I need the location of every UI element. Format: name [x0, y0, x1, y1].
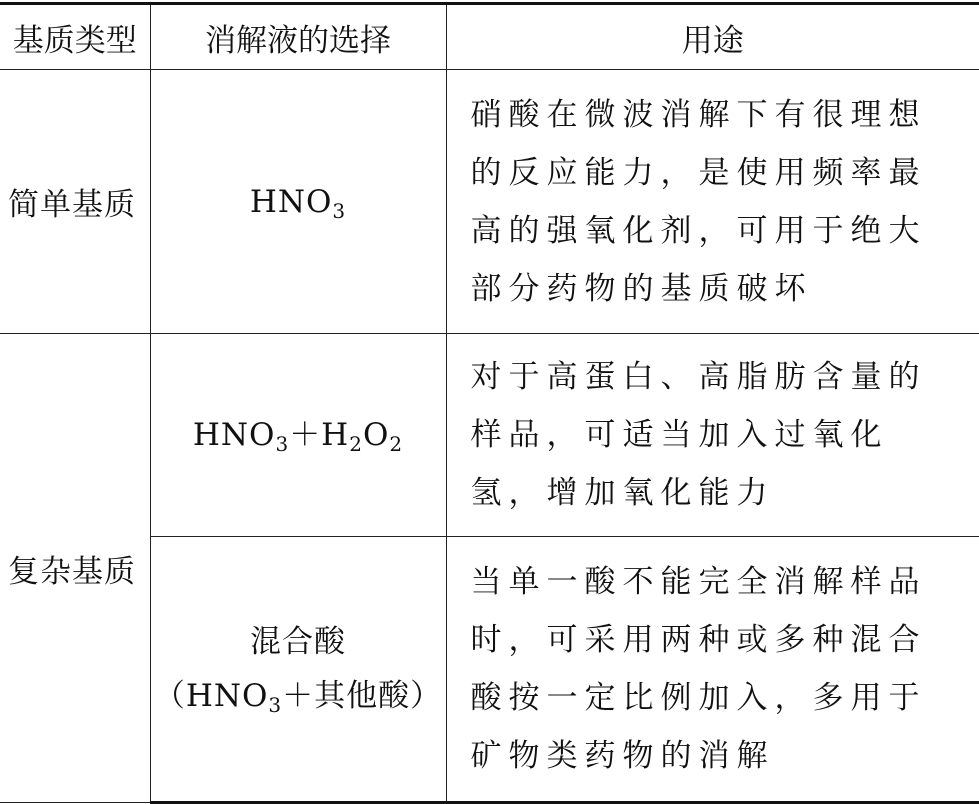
table-row — [0, 70, 979, 334]
formula-text: HNO — [249, 183, 333, 220]
use-description-cell: 对于高蛋白、高脂肪含量的样品，可适当加入过氧化氢，增加氧化能力 — [446, 334, 979, 537]
formula-subscript: 3 — [275, 432, 290, 456]
table-header-row — [0, 4, 979, 70]
digestion-solution-table — [0, 2, 979, 804]
header-use: 用途 — [446, 4, 979, 70]
formula-text: （HNO — [153, 678, 269, 714]
digestion-liquid-cell — [150, 537, 446, 803]
formula-subscript: 3 — [268, 693, 283, 717]
header-matrix-type: 基质类型 — [0, 4, 150, 70]
mixed-acid-formula — [151, 669, 446, 723]
formula-text: ＋其他酸） — [282, 678, 443, 714]
formula-subscript: 3 — [332, 198, 347, 223]
formula-subscript: 2 — [389, 432, 404, 456]
formula-text: HNO — [192, 417, 276, 453]
formula-hno3 — [249, 183, 347, 223]
header-digestion-liquid: 消解液的选择 — [150, 4, 446, 70]
formula-text: ＋H — [289, 417, 350, 453]
formula-hno3-h2o2 — [192, 417, 404, 456]
use-description-cell: 硝酸在微波消解下有很理想的反应能力，是使用频率最高的强氧化剂，可用于绝大部分药物的基质破坏 — [446, 70, 979, 334]
formula-subscript: 2 — [349, 432, 363, 456]
matrix-type-cell: 简单基质 — [0, 70, 150, 334]
formula-text: O — [362, 417, 390, 453]
mixed-acid-label: 混合酸 — [250, 624, 346, 660]
digestion-liquid-cell — [150, 334, 446, 537]
table-row — [0, 334, 979, 537]
matrix-type-cell: 复杂基质 — [0, 334, 150, 803]
digestion-liquid-cell — [150, 70, 446, 334]
use-description-cell: 当单一酸不能完全消解样品时，可采用两种或多种混合酸按一定比例加入，多用于矿物类药物的消解 — [446, 537, 979, 803]
